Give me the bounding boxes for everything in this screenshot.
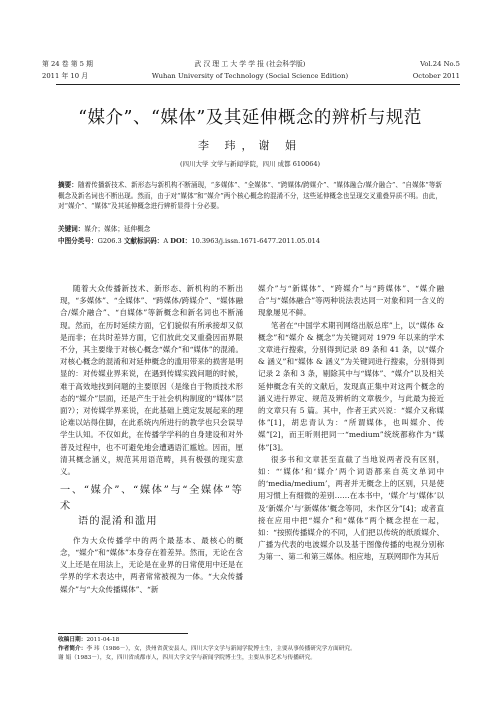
keywords-label: 关键词： bbox=[58, 225, 85, 233]
right-column bbox=[258, 283, 444, 564]
received-label: 收稿日期： bbox=[58, 637, 87, 643]
volume-issue-en: Vol.24 No.5 bbox=[420, 60, 460, 68]
journal-name-cn: 武 汉 理 工 大 学 学 报 (社会科学版) bbox=[194, 60, 306, 68]
issue-date-en: October 2011 bbox=[412, 72, 460, 80]
body-paragraph: 随着大众传播新技术、新形态、新机构的不断出现，“多媒体”、“全媒体”、“跨媒体/跨媒介”、“媒体融合/媒介融合”、“自媒体”等新概念和新名词也不断涌现。然而，在历时延续方面，它们貌似有所承接却又似是而非；在共时差异方面，它们放此交叉重叠因而界限不分，其主要缘于对核心概念“媒介”和“媒体”的混淆。对核心概念的混淆和对延伸概念的滥用带来的损害是明显的：对传媒业界来说，在遇到传媒实践问题的时候，难于高效地找到问题的主要原因（是缘自于物质技术形态的“媒介”层面，还是产生于社会机构制度的“媒体”层面?）；对传媒学界来说，在此基础上奠定发展起来的理论难以站得住脚，在此系统内所进行的教学也只会误导学生认知。不仅如此，在传播学学科的自身建设和对外普及过程中，也不可避免地会遭遇语汇尴尬。因而，厘清其概念涵义，规范其用语范畴，具有极强的现实意义。 bbox=[60, 284, 243, 477]
author-bio-label: 作者简介： bbox=[58, 646, 87, 652]
abstract-text: 随着传播新技术、新形态与新机构不断涌现，“多媒体”、“全媒体”、“跨媒体/跨媒介”、“媒体融合/媒介融合”、“自媒体”等新概念及新名词也不断出现。然而，由于对“媒体”和“媒介”两个核心概念的混淆不分，这些延伸概念也呈现交叉重叠异质不明。由此，对“媒介”、“媒体”及其延伸概念进行辨析显得十分必要。 bbox=[58, 181, 443, 211]
abstract-label: 摘要： bbox=[58, 181, 78, 189]
received-value: 2011-04-18 bbox=[86, 637, 120, 643]
received-date bbox=[58, 636, 448, 645]
issue-date: 2011 年 10 月 bbox=[42, 72, 89, 80]
doi-label: DOI： bbox=[170, 237, 192, 245]
author-bio-1 bbox=[58, 645, 448, 654]
body-paragraph: 笔者在“中国学术期刊网络出版总库”上，以“媒体 & 概念”和“媒介 & 概念”为关键词对 1979 年以来的学术文章进行搜索，分别得到记录 89 条和 41 条，以“媒介 & 涵义”和“媒体 & 涵义”为关键词进行搜索，分别得到记录 2 条和 3 条，剔除其中与“媒体”、“媒介”以及相关延伸概念有关的文献后，发现真正集中对这两个概念的涵义进行界定、规范及辨析的文章极少，与此最为接近的文章只有 5 篇。其中，作者王武兴说：“媒介又称媒体”[1]，胡忠青认为：“所谓媒体，也叫媒介、传媒”[2]，而王昕则把同一“medium”统统都称作为“媒体”[3]。 bbox=[258, 320, 444, 452]
doc-code: A bbox=[163, 237, 171, 245]
left-column bbox=[60, 283, 243, 596]
section-heading-line2: 语的混淆和滥用 bbox=[78, 516, 158, 528]
section-heading-line1: 一、“媒介”、“媒体”与“全媒体”等术 bbox=[60, 485, 243, 512]
clc-label: 中图分类号： bbox=[58, 237, 98, 245]
volume-issue: 第 24 卷 第 5 期 bbox=[42, 60, 93, 68]
author-names: 李 玮，谢 娟 bbox=[198, 139, 302, 152]
body-paragraph: 作为大众传播学中的两个最基本、最核心的概念，“媒介”和“媒体”本身存在着差异。然而，无论在含义上还是在用法上，无论是在业界的日常使用中还是在学界的学术表达中，两者常常被视为一体。“大众传播媒介”与“大众传播媒体”、“新 bbox=[60, 535, 243, 594]
author-bio-text: 李 玮（1986－），女，贵州省黄安县人，四川大学文学与新闻学院博士生，主要从事传播研究学方面研究。 bbox=[86, 646, 356, 652]
author-affiliation: (四川大学 文学与新闻学院，四川 成都 610064) bbox=[179, 160, 321, 168]
footnote-rule bbox=[58, 633, 188, 634]
classification-line bbox=[58, 236, 442, 247]
doi-value: 10.3963/j.issn.1671-6477.2011.05.014 bbox=[191, 237, 321, 245]
section-heading bbox=[60, 483, 243, 530]
keywords bbox=[58, 224, 442, 235]
keywords-text: 媒介；媒体；延伸概念 bbox=[84, 225, 151, 233]
journal-name-en: Wuhan University of Technology (Social Science Edition) bbox=[151, 72, 349, 80]
clc-number: G206.3 bbox=[97, 237, 124, 245]
header-rule bbox=[56, 84, 460, 85]
body-paragraph: 媒介”与“新媒体”、“跨媒介”与“跨媒体”、“媒介融合”与“媒体融合”等两种说法表达同一对象和同一含义的现象屡见不鲜。 bbox=[258, 284, 444, 318]
article-title: “媒介”、“媒体”及其延伸概念的辨析与规范 bbox=[78, 108, 422, 128]
body-paragraph: 很多书和文章甚至直截了当地说两者没有区别，如：“‘媒体’和‘媒介’两个词语都来自英文单词中的‘media/medium’，两者并无概念上的区别，只是使用习惯上有细微的差别……在本书中，‘媒介’与‘媒体’以及‘新媒介’与‘新媒体’概念等同，未作区分”[4]；或者直接在应用中把“媒介”和“媒体”两个概念捏在一起，如：“按照传播媒介的不同，人们把以传统的纸质媒介、广播为代表的电波媒介以及基于图像传播的电视分别称为第一、第二和第三媒体。相应地，互联网即作为其后 bbox=[258, 454, 444, 562]
abstract bbox=[58, 180, 442, 212]
author-bio-2: 谢 娟（1983－），女，四川省成都市人，四川大学文学与新闻学院博士生，主要从事艺术与传播研究。 bbox=[58, 655, 316, 661]
doc-code-label: 文献标识码： bbox=[123, 237, 164, 245]
